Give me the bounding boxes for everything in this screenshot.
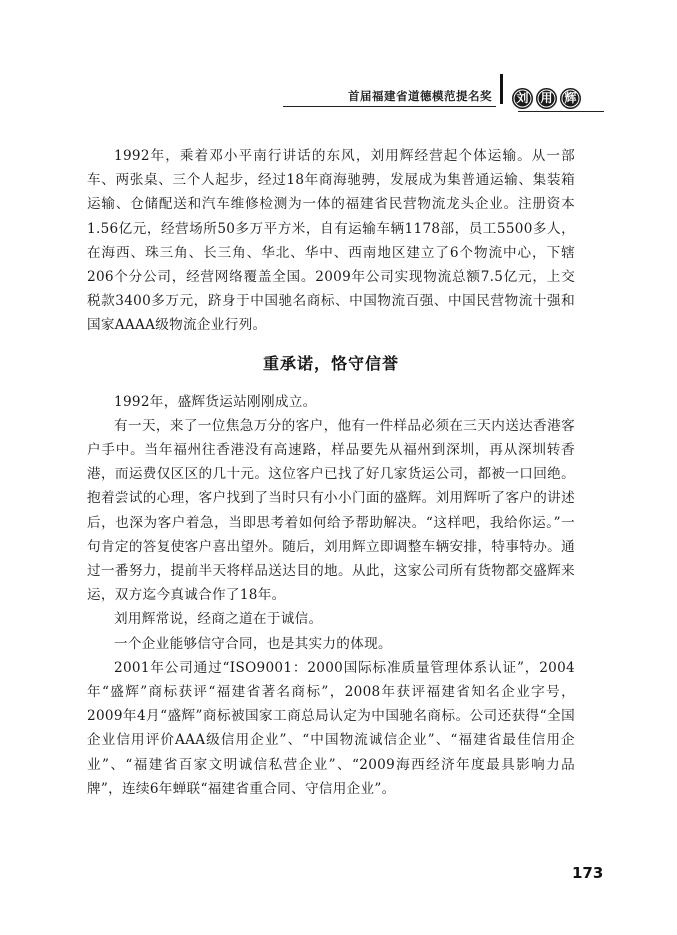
seal-char-2: 用 bbox=[536, 88, 557, 109]
section-paragraph-1: 1992年，盛辉货运站刚刚成立。 bbox=[114, 393, 317, 410]
seal-char-3: 辉 bbox=[560, 88, 581, 109]
section-paragraph-5: 2001年公司通过“ISO9001：2000国际标准质量管理体系认证”，2004年“盛辉”商标获评“福建省著名商标”，2008年获评福建省知名企业字号，2009年4月“盛辉”商标被国家工商总局认定为中国驰名商标。公司还获得“全国企业信用评价AAA级信用企业”、“中国物流诚信企业”、“福建省最佳信用企业”、“福建省百家文明诚信私营企业”、“2009海西经济年度最具影响力品牌”，连续6年蝉联“福建省重合同、守信用企业”。 bbox=[87, 659, 575, 797]
intro-paragraph: 1992年，乘着邓小平南行讲话的东风，刘用辉经营起个体运输。从一部车、两张桌、三个人起步，经过18年商海驰骋，发展成为集普通运输、集装箱运输、仓储配送和汽车维修检测为一体的福建省民营物流龙头企业。注册资本1.56亿元，经营场所50多万平方米，自有运输车辆1178部，员工5500多人，在海西、珠三角、长三角、华北、华中、西南地区建立了6个物流中心，下辖206个分公司，经营网络覆盖全国。2009年公司实现物流总额7.5亿元，上交税款3400多万元，跻身于中国驰名商标、中国物流百强、中国民营物流十强和国家AAAA级物流企业行列。 bbox=[87, 148, 575, 334]
name-seals bbox=[512, 88, 581, 109]
seal-char-1: 刘 bbox=[512, 88, 533, 109]
header-title: 首届福建省道德模范提名奖 bbox=[348, 89, 492, 103]
header-rule-left bbox=[283, 106, 496, 107]
page-body bbox=[87, 144, 575, 801]
section-paragraph-2: 有一天，来了一位焦急万分的客户，他有一件样品必须在三天内送达香港客户手中。当年福州往香港没有高速路，样品要先从福州到深圳，再从深圳转香港，而运费仅区区的几十元。这位客户已找了好几家货运公司，都被一口回绝。抱着尝试的心理，客户找到了当时只有小小门面的盛辉。刘用辉听了客户的讲述后，也深为客户着急，当即思考着如何给予帮助解决。“这样吧，我给你运。”一句肯定的答复使客户喜出望外。随后，刘用辉立即调整车辆安排，特事特办。通过一番努力，提前半天将样品送达目的地。从此，这家公司所有货物都交盛辉来运，双方迄今真诚合作了18年。 bbox=[87, 417, 575, 604]
header-divider bbox=[500, 74, 503, 104]
page-number: 173 bbox=[572, 864, 604, 882]
section-paragraph-4: 一个企业能够信守合同，也是其实力的体现。 bbox=[114, 635, 392, 652]
header-rule-right bbox=[518, 111, 604, 112]
section-heading: 重承诺，恪守信誉 bbox=[262, 353, 399, 373]
section-paragraph-3: 刘用辉常说，经商之道在于诚信。 bbox=[114, 611, 323, 628]
